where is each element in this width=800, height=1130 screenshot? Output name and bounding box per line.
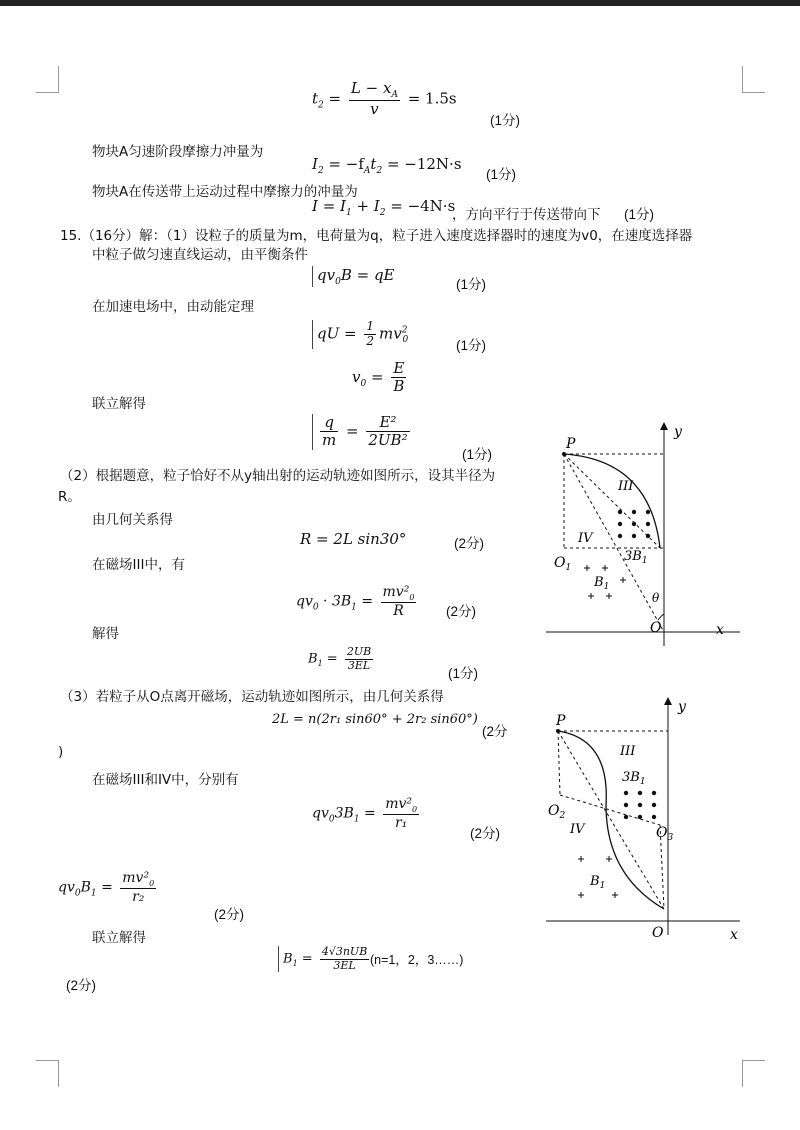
score-eq13: (2分) (214, 907, 244, 922)
text-field-III: 在磁场III中，有 (92, 557, 185, 573)
score-eq11-close: ) (58, 744, 64, 760)
equation-geometry-n: 2L = n(2r₁ sin60° + 2r₂ sin60°) (272, 712, 478, 727)
text-solve-3: 联立解得 (92, 930, 146, 946)
equation-charge-mass-ratio: $\frac{q}{m}$ = $\frac{\text{E²}}{\text{2UB²}}$ (312, 414, 413, 450)
score-eq3: (1分) (624, 207, 654, 222)
question-15-line2: 中粒子做匀速直线运动，由平衡条件 (92, 247, 308, 263)
dashed-left (558, 731, 560, 795)
text-solve-2: 解得 (92, 626, 119, 642)
equation-kinetic-energy: qU = $\frac{1}{2}$ $mv^2_0$ (312, 320, 408, 349)
score-eq1: (1分) (490, 113, 520, 128)
label-x: x (730, 927, 738, 943)
label-y: y (674, 424, 682, 440)
question-15-line1: 15.（16分）解：（1）设粒子的质量为m，电荷量为q，粒子进入速度选择器时的速度为v0，在速度选择器 (60, 228, 693, 244)
field-dots (624, 791, 656, 819)
equation-v0: $v_0$ = $\frac{E}{B}$ (352, 359, 405, 396)
condition-n: (n=1，2，3……) (370, 953, 464, 967)
equation-B1-part2: $B_1$ = $\frac{2UB}{3EL}$ (308, 645, 372, 672)
label-y: y (678, 699, 686, 715)
label-O1: $O_1$ (554, 555, 572, 573)
equation-r2: $qv_0B_1$ = $\frac{mv^2_0}{\text{r₂}}$ (58, 870, 155, 905)
label-theta: θ (652, 591, 660, 605)
label-III: III (620, 744, 636, 759)
label-3B1: $3B_1$ (624, 549, 648, 566)
label-P: P (556, 713, 566, 729)
part-2-line2: R。 (58, 489, 81, 505)
equation-B1-final: $B_1$ = $\frac{\text{4√3nUB}}{3EL}$ (278, 946, 372, 972)
equation-field-III: $qv_0 \cdot 3B_1$ = $\frac{mv^2_0}{R}$ (296, 584, 415, 619)
score-eq9: (2分) (446, 604, 476, 619)
crop-mark-top-left (36, 66, 59, 93)
figure-trajectory-2 (540, 695, 750, 945)
label-III: III (618, 479, 634, 494)
score-eq11: (2分 (482, 724, 508, 739)
text-field-III-IV: 在磁场III和IV中，分别有 (92, 772, 239, 788)
text-geometry-1: 由几何关系得 (92, 512, 173, 528)
figure-trajectory-1 (540, 420, 750, 650)
label-IV: IV (570, 822, 585, 837)
dashed-P-O (558, 731, 664, 909)
equation-velocity-selector: $qv_0B$ = qE (312, 266, 395, 287)
part-2-line1: （2）根据题意，粒子恰好不从y轴出射的运动轨迹如图所示，设其半径为 (60, 468, 496, 484)
text-friction-uniform: 物块A匀速阶段摩擦力冲量为 (92, 144, 264, 160)
label-B1: $B_1$ (594, 575, 610, 592)
text-solve-1: 联立解得 (92, 396, 146, 412)
score-eq5: (1分) (456, 338, 486, 353)
crop-mark-bottom-right (742, 1060, 765, 1087)
crop-mark-bottom-left (36, 1060, 59, 1087)
equation-total-impulse: $I = I_1 + I_2 = -4N\cdot s$ (312, 197, 456, 218)
label-B1: $B_1$ (590, 874, 606, 891)
equation-impulse-I2: $I_2 = -f_At_2 = -12N\cdot s$ (312, 155, 462, 176)
equation-radius-R: R = 2L sin30° (300, 530, 407, 548)
score-eq10: (1分) (448, 666, 478, 681)
label-IV: IV (578, 531, 593, 546)
score-eq8: (2分) (454, 536, 484, 551)
score-eq12: (2分) (470, 826, 500, 841)
score-eq4: (1分) (456, 277, 486, 292)
label-3B1: $3B_1$ (622, 770, 646, 787)
dashed-boundary (560, 795, 660, 825)
point-P (562, 452, 566, 456)
score-eq7: (1分) (462, 447, 492, 462)
score-eq2: (1分) (486, 167, 516, 182)
equation-t2: $t_2$ = $\frac{L - x_A}{v}$ = 1.5s (312, 79, 457, 119)
point-P (556, 729, 560, 733)
label-O: O (650, 620, 662, 636)
part-3-line1: （3）若粒子从O点离开磁场，运动轨迹如图所示，由几何关系得 (60, 689, 444, 705)
crop-mark-top-right (742, 66, 765, 93)
label-O: O (652, 925, 664, 941)
label-P: P (566, 436, 576, 452)
label-x: x (716, 622, 724, 638)
top-edge-rule (0, 0, 800, 6)
score-final: (2分) (66, 978, 96, 993)
text-accelerating-field: 在加速电场中，由动能定理 (92, 299, 254, 315)
equation-r1: $qv_03B_1$ = $\frac{mv^2_0}{\text{r₁}}$ (312, 796, 418, 831)
text-friction-total: 物块A在传送带上运动过程中摩擦力的冲量为 (92, 184, 358, 200)
text-impulse-direction: ，方向平行于传送带向下 (452, 207, 601, 223)
label-O2: $O_2$ (548, 803, 566, 821)
label-O3: $O_3$ (656, 825, 674, 843)
